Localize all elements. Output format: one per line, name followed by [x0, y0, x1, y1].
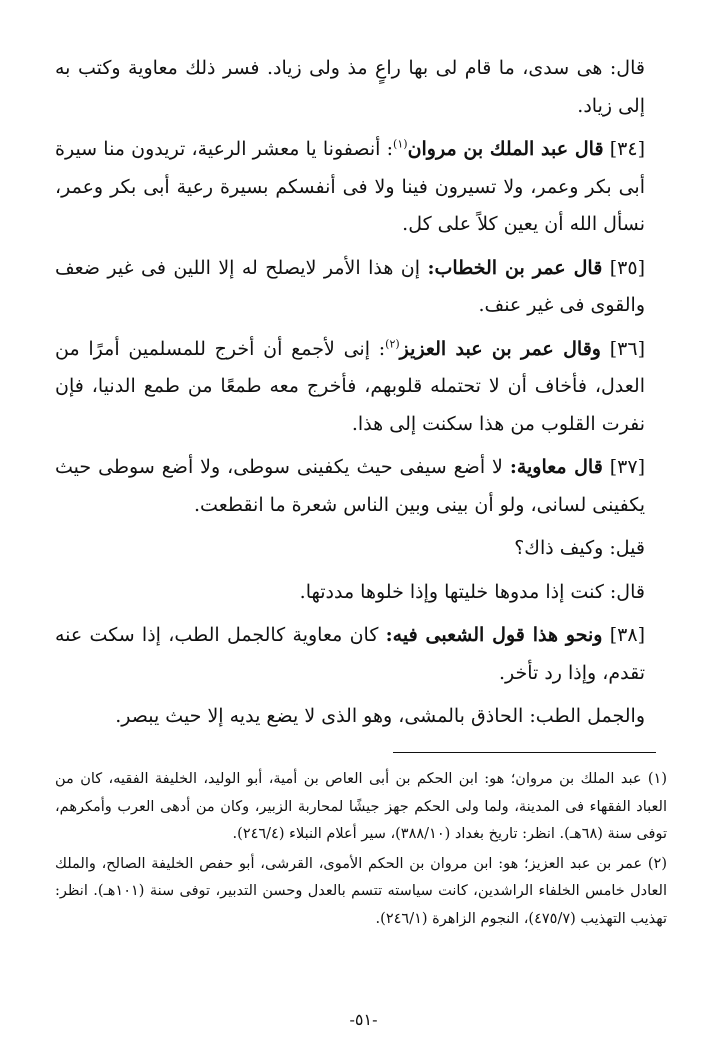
paragraph-continuation: قال: هى سدى، ما قام لى بها راعٍ مذ ولى زياد. فسر ذلك معاوية وكتب به إلى زياد. — [55, 57, 645, 117]
paragraph-38 — [55, 617, 667, 692]
footnote-divider — [393, 752, 656, 753]
entry-text: لا أضع سيفى حيث يكفينى سوطى، ولا أضع سوطى حيث يكفينى لسانى، ولو أن بينى وبين الناس شعرة ما انقطعت. — [55, 456, 645, 516]
paragraph-question: قيل: وكيف ذاك؟ — [514, 537, 645, 559]
entry-text: : إنى لأجمع أن أخرج للمسلمين أمرًا من العدل، فأخاف أن لا تحتمله قلوبهم، فأخرج معه طمعًا من طمع الدنيا، فإن نفرت القلوب من هذا سكنت إلى هذا. — [55, 337, 645, 435]
footnote-2 — [55, 851, 667, 934]
footnote-ref: (٢) — [385, 337, 400, 351]
page-number: -٥١- — [349, 1010, 378, 1029]
entry-text: إن هذا الأمر لايصلح له إلا اللين فى غير ضعف والقوى فى غير عنف. — [55, 256, 645, 316]
paragraph-36 — [55, 331, 667, 444]
footnote-text: عمر بن عبد العزيز؛ هو: ابن مروان بن الحكم الأموى، القرشى، أبو حفص الخليفة الصالح، والملك العادل خامس الخلفاء الراشدين، كانت سياسته تتسم بالعدل وحسن التدبير، توفى سنة (١٠١هـ). انظر: تهذيب التهذيب (٤٧٥/٧)، النجوم الزاهرة (٢٤٦/١). — [55, 855, 667, 927]
entry-number: [٣٦] — [609, 337, 645, 360]
entry-heading: قال معاوية: — [509, 456, 603, 478]
entry-heading: قال عبد الملك بن مروان — [407, 138, 604, 160]
paragraph-34 — [55, 131, 667, 244]
entry-text: كان معاوية كالجمل الطب، إذا سكت عنه تقدم، وإذا رد تأخر. — [55, 624, 645, 684]
entry-heading: ونحو هذا قول الشعبى فيه: — [385, 624, 603, 646]
entry-number: [٣٨] — [609, 624, 645, 646]
paragraph-answer: قال: كنت إذا مدوها خليتها وإذا خلوها مددتها. — [299, 580, 645, 603]
paragraph-35 — [55, 250, 667, 325]
footnote-marker: (١) — [647, 771, 667, 787]
entry-heading: قال عمر بن الخطاب: — [427, 256, 603, 279]
footnote-1 — [55, 766, 667, 849]
footnote-text: عبد الملك بن مروان؛ هو: ابن الحكم بن أبى العاص بن أمية، أبو الوليد، الخليفة الفقيه، كان من العباد الفقهاء فى المدينة، ولما ولى الحكم جهز جيشًا لمحاربة الزبير، وكان من أدهى العرب وأمكرهم، توفى سنة (٦٨هـ). انظر: تاريخ بغداد (٣٨٨/١٠)، سير أعلام النبلاء (٢٤٦/٤). — [55, 771, 667, 842]
entry-number: [٣٥] — [609, 256, 646, 279]
entry-heading: وقال عمر بن عبد العزيز — [399, 337, 601, 360]
entry-number: [٣٧] — [609, 456, 645, 478]
footnote-marker: (٢) — [647, 855, 667, 872]
entry-number: [٣٤] — [609, 138, 645, 160]
paragraph-37 — [55, 449, 667, 524]
entry-text: : أنصفونا يا معشر الرعية، تريدون منا سيرة أبى بكر وعمر، ولا تسيرون فينا ولا فى أنفسكم بسيرة رعية أبى بكر وعمر، نسأل الله أن يعين كلاً على كل. — [55, 138, 645, 235]
footnotes — [55, 766, 667, 933]
paragraph-definition: والجمل الطب: الحاذق بالمشى، وهو الذى لا يضع يديه إلا حيث يبصر. — [115, 705, 645, 727]
footnote-ref: (١) — [393, 137, 408, 151]
